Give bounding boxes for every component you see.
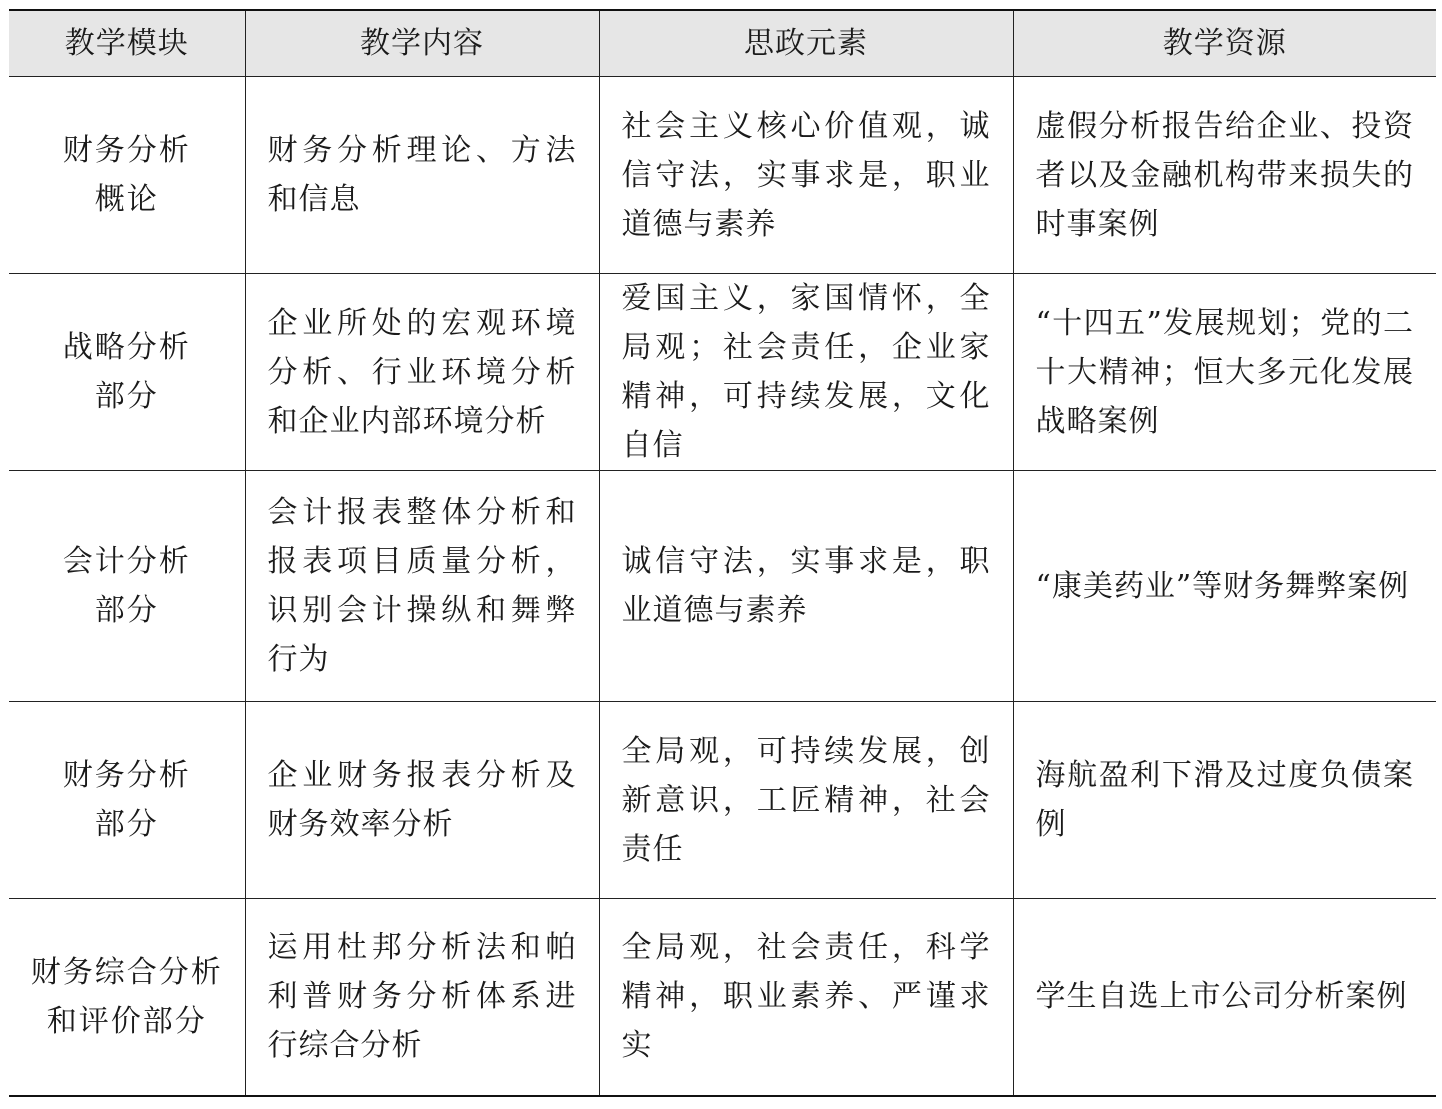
header-row [9, 10, 1436, 77]
elements-cell [599, 471, 1013, 702]
elements-text: 社会主义核心价值观，诚信守法，实事求是，职业道德与素养 [621, 108, 991, 242]
content-text: 运用杜邦分析法和帕利普财务分析体系进行综合分析 [267, 930, 577, 1064]
content-text: 会计报表整体分析和报表项目质量分析，识别会计操纵和舞弊行为 [267, 495, 577, 677]
table-header [9, 10, 1436, 77]
module-cell [9, 274, 245, 471]
resources-text: “康美药业”等财务舞弊案例 [1035, 568, 1410, 604]
header-elements: 思政元素 [599, 10, 1013, 77]
resources-cell [1013, 77, 1436, 274]
module-line: 财务分析 [62, 133, 191, 168]
header-resources: 教学资源 [1013, 10, 1436, 77]
table-row [9, 471, 1436, 702]
module-cell [9, 899, 245, 1096]
table-row [9, 702, 1436, 899]
table-row [9, 77, 1436, 274]
content-cell [245, 274, 599, 471]
header-module: 教学模块 [9, 10, 245, 77]
content-cell [245, 899, 599, 1096]
module-line: 和评价部分 [46, 1003, 207, 1039]
table-row [9, 274, 1436, 471]
elements-text: 全局观，可持续发展，创新意识，工匠精神，社会责任 [621, 733, 991, 867]
course-table [9, 9, 1436, 1097]
content-text: 企业所处的宏观环境分析、行业环境分析和企业内部环境分析 [267, 305, 577, 439]
elements-cell [599, 77, 1013, 274]
module-line: 财务综合分析 [30, 954, 223, 990]
elements-text: 全局观，社会责任，科学精神，职业素养、严谨求实 [621, 930, 991, 1064]
resources-cell [1013, 274, 1436, 471]
module-line: 财务分析 [62, 758, 191, 793]
content-cell [245, 77, 599, 274]
module-line: 部分 [94, 593, 159, 628]
table-body [9, 77, 1436, 1096]
resources-text: 学生自选上市公司分析案例 [1035, 979, 1408, 1015]
module-cell [9, 702, 245, 899]
content-text: 财务分析理论、方法和信息 [267, 133, 577, 217]
resources-cell [1013, 899, 1436, 1096]
table-row [9, 899, 1436, 1096]
module-line: 会计分析 [62, 544, 191, 579]
resources-cell [1013, 471, 1436, 702]
content-cell [245, 702, 599, 899]
resources-text: 虚假分析报告给企业、投资者以及金融机构带来损失的时事案例 [1035, 108, 1414, 242]
elements-cell [599, 899, 1013, 1096]
course-table-wrapper [9, 9, 1436, 1097]
content-cell [245, 471, 599, 702]
elements-cell [599, 274, 1013, 471]
module-line: 概论 [94, 182, 159, 217]
header-content: 教学内容 [245, 10, 599, 77]
module-line: 部分 [94, 807, 159, 842]
elements-text: 爱国主义，家国情怀，全局观；社会责任，企业家精神，可持续发展，文化自信 [621, 281, 991, 463]
resources-text: 海航盈利下滑及过度负债案例 [1035, 758, 1414, 842]
elements-cell [599, 702, 1013, 899]
resources-text: “十四五”发展规划；党的二十大精神；恒大多元化发展战略案例 [1035, 305, 1414, 439]
module-line: 战略分析 [62, 330, 191, 365]
module-line: 部分 [94, 379, 159, 414]
module-cell [9, 471, 245, 702]
content-text: 企业财务报表分析及财务效率分析 [267, 758, 577, 842]
resources-cell [1013, 702, 1436, 899]
elements-text: 诚信守法，实事求是，职业道德与素养 [621, 544, 991, 628]
module-cell [9, 77, 245, 274]
